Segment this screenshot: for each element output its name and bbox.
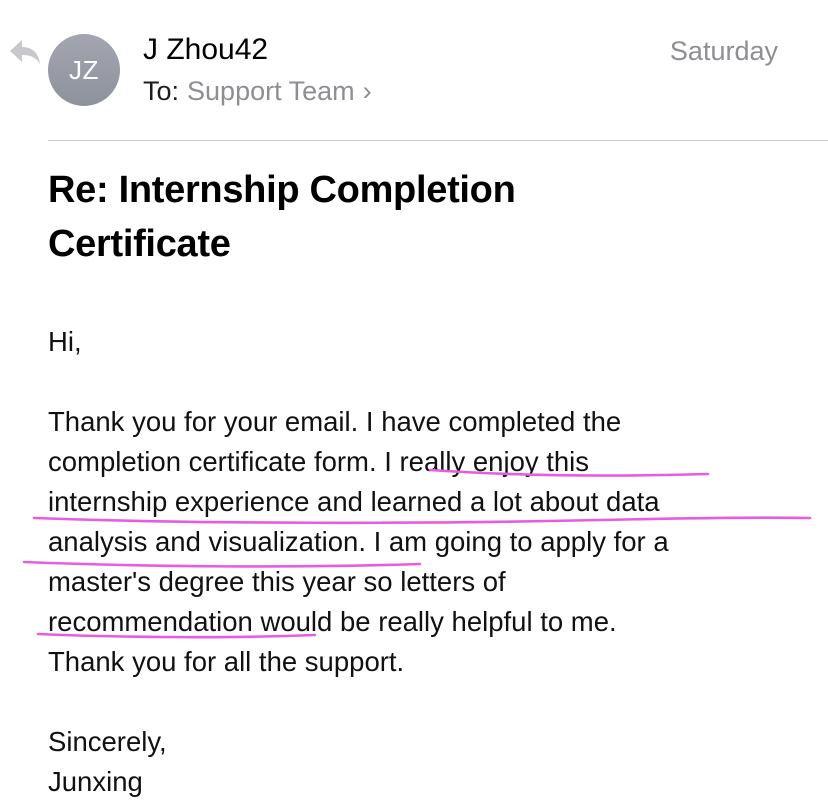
body-line: internship experience and learned a lot about data [48, 486, 660, 517]
greeting: Hi, [48, 326, 82, 357]
email-date: Saturday [669, 36, 778, 66]
reply-icon[interactable] [8, 38, 42, 66]
to-label: To: [143, 76, 180, 106]
body-line: completion certificate form. I really enjoy this [48, 446, 590, 477]
body-line: Thank you for your email. I have completed the [48, 406, 622, 437]
avatar[interactable]: JZ [48, 34, 120, 106]
recipient-row[interactable] [143, 74, 372, 108]
sender-name[interactable]: J Zhou42 [143, 33, 269, 66]
body-line: analysis and visualization. I am going to apply for a [48, 526, 669, 557]
body-line: recommendation would be really helpful to me. [48, 606, 617, 637]
subject-line-2: Certificate [48, 223, 231, 265]
email-body [48, 322, 818, 802]
closing: Sincerely, [48, 726, 167, 757]
recipient-name[interactable]: Support Team [187, 76, 355, 106]
body-line: master's degree this year so letters of [48, 566, 506, 597]
subject-line-1: Re: Internship Completion [48, 169, 516, 211]
chevron-right-icon[interactable]: › [362, 76, 372, 106]
signature: Junxing [48, 766, 143, 797]
header-divider [48, 140, 828, 141]
body-line: Thank you for all the support. [48, 646, 405, 677]
email-subject [48, 163, 668, 271]
